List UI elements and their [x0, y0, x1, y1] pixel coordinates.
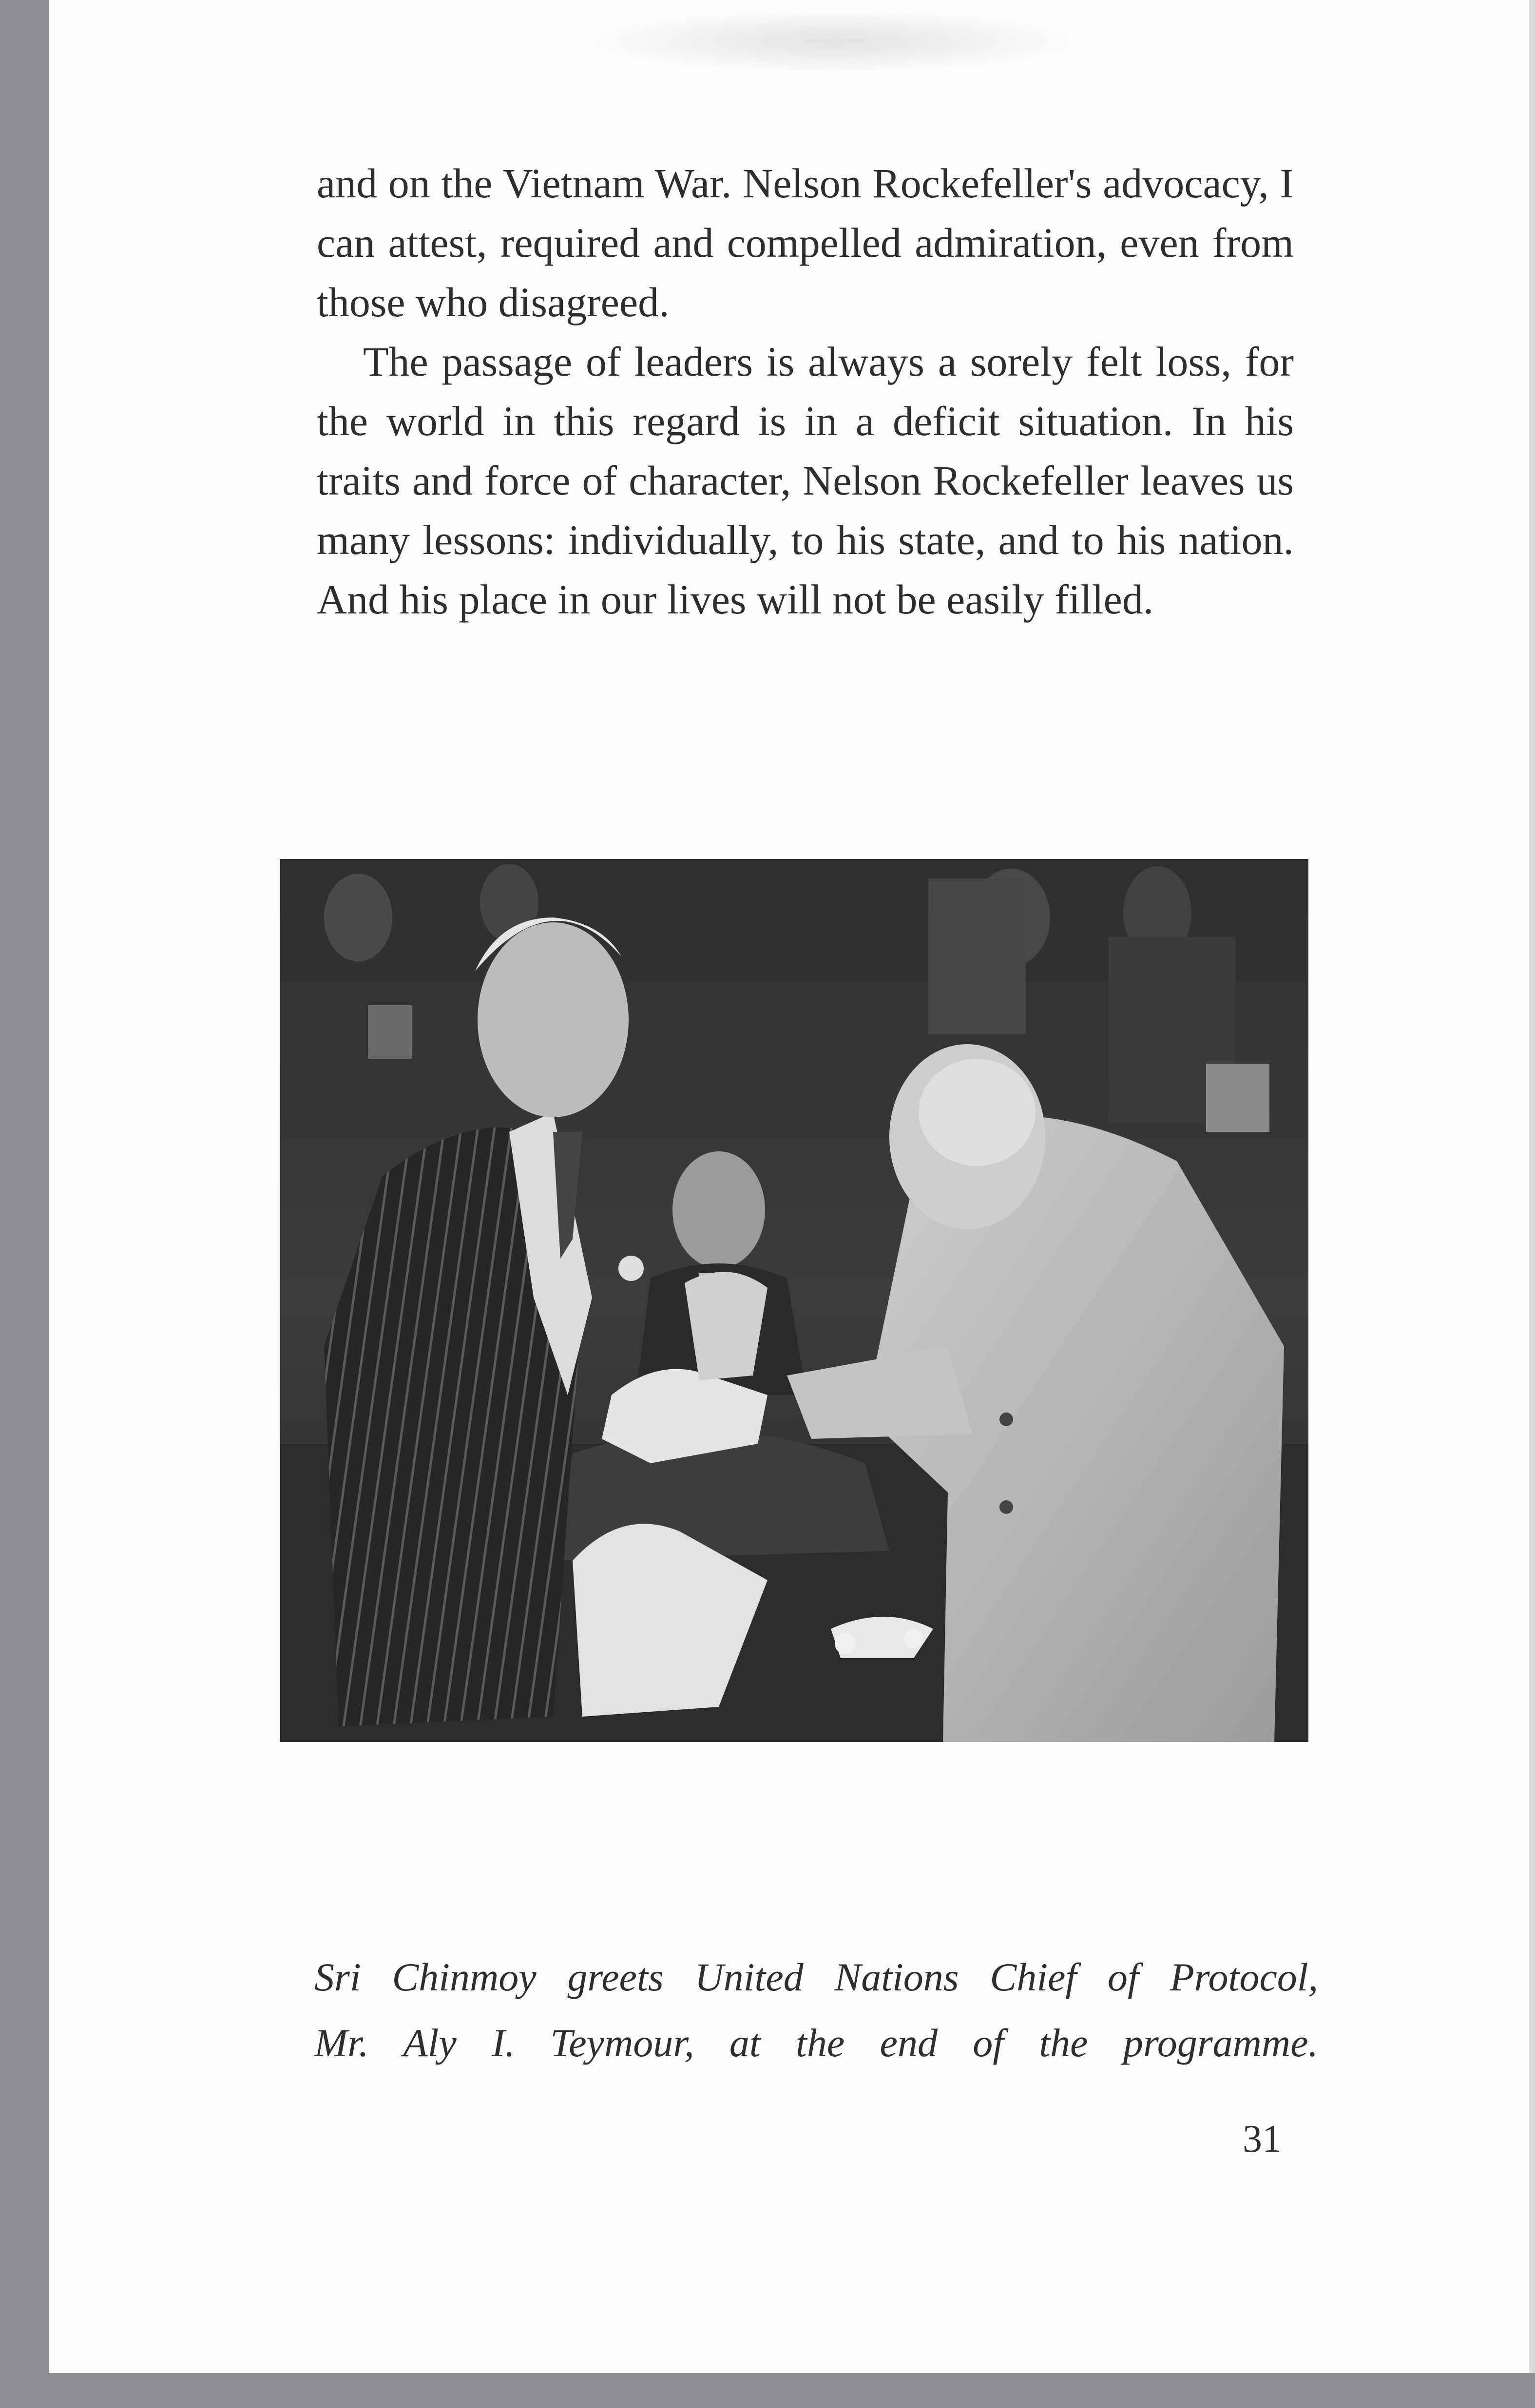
- scan-left-margin: [0, 0, 49, 2408]
- scan-smudge: [590, 10, 1077, 73]
- body-text: [317, 153, 1294, 629]
- scan-bottom-margin: [0, 2373, 1535, 2408]
- paragraph-1: and on the Vietnam War. Nelson Rockefeller's advocacy, I can attest, required and compelled admiration, even from those who disagreed.: [317, 160, 1294, 325]
- caption-line-2: Mr. Aly I. Teymour, at the end of the programme.: [314, 2021, 1318, 2065]
- photo-caption: [314, 1944, 1318, 2076]
- photograph-illustration: [280, 859, 1308, 1742]
- paragraph-2: The passage of leaders is always a sorely felt loss, for the world in this regard is in a deficit situation. In his traits and force of character, Nelson Rockefeller leaves us many lessons: individually, to his state, and to his nation. And his place in our lives will not be easily filled.: [317, 338, 1294, 623]
- scan-right-edge: [1529, 0, 1535, 2408]
- caption-line-1: Sri Chinmoy greets United Nations Chief of Protocol,: [314, 1955, 1318, 1999]
- photograph: [280, 859, 1308, 1742]
- page-number: 31: [1243, 2118, 1282, 2160]
